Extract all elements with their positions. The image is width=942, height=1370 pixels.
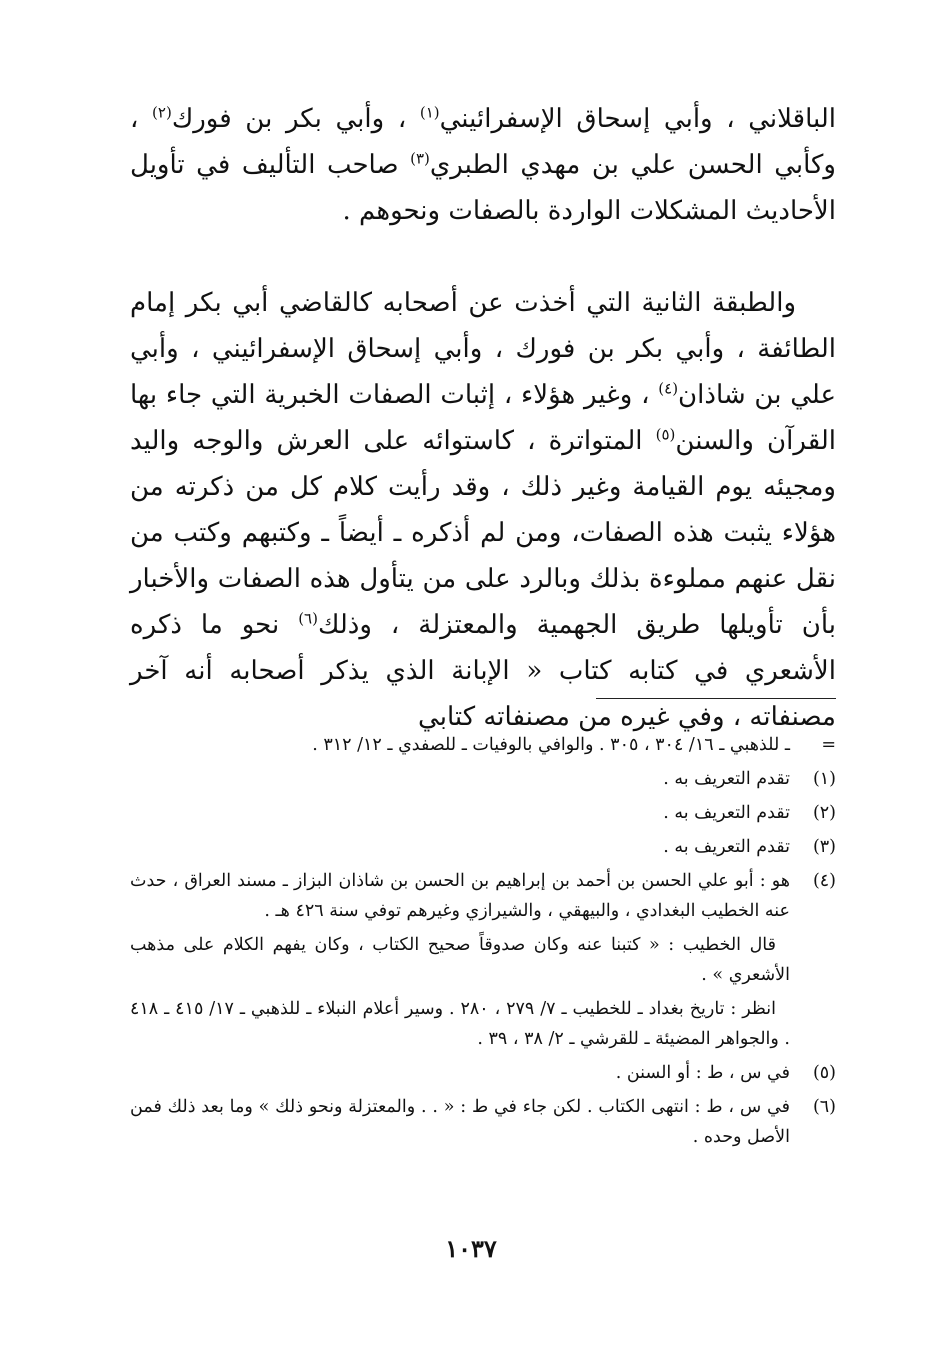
footnote-separator <box>596 698 836 699</box>
para1-text-4: صاحب التأليف في تأويل الأحاديث المشكلات الواردة بالصفات ونحوهم . <box>130 150 836 226</box>
footnote-2 <box>130 798 836 828</box>
footnote-text: تقدم التعريف به . <box>663 803 790 823</box>
footnote-number: (٥) <box>812 1063 836 1083</box>
para1-text-1: الباقلاني ، وأبي إسحاق الإسفرائيني <box>439 104 837 134</box>
footnote-1 <box>130 764 836 794</box>
footnote-number: (٦) <box>812 1097 836 1117</box>
footnote-5 <box>130 1058 836 1088</box>
footnote-continuation <box>130 730 836 760</box>
footnote-ref-4: (٤) <box>658 379 679 398</box>
footnote-6 <box>130 1092 836 1152</box>
footnote-number: (١) <box>812 769 836 789</box>
footnote-ref-5: (٥) <box>655 425 676 444</box>
main-paragraph-2 <box>130 280 836 740</box>
continuation-marker: = <box>821 735 836 755</box>
footnote-number: (٤) <box>812 871 836 891</box>
footnote-references: انظر : تاريخ بغداد ـ للخطيب ـ ٧/ ٢٧٩ ، ٢٨٠ . وسير أعلام النبلاء ـ للذهبي ـ ١٧/ ٤١٥ ـ ٤١٨ . والجواهر المضيئة ـ للقرشي ـ ٢/ ٣٨ ، ٣٩ . <box>130 999 790 1049</box>
footnote-number: (٢) <box>812 803 836 823</box>
para2-text-2: ، وغير هؤلاء ، إثبات الصفات الخبرية التي جاء بها القرآن والسنن <box>130 380 836 456</box>
footnote-text: تقدم التعريف به . <box>663 769 790 789</box>
page-number: ١٠٣٧ <box>445 1234 497 1263</box>
para1-text-2: ، وأبي بكر بن فورك <box>171 104 420 134</box>
para2-text-4: نحو ما ذكره الأشعري في كتابه كتاب « الإبانة الذي يذكر أصحابه أنه آخر مصنفاته ، وفي غيره من مصنفاته كتابي <box>130 610 836 732</box>
footnote-3 <box>130 832 836 862</box>
footnote-text: في س ، ط : انتهى الكتاب . لكن جاء في ط : « . . والمعتزلة ونحو ذلك » وما بعد ذلك فمن الأصل وحده . <box>130 1097 790 1147</box>
footnote-text: هو : أبو علي الحسن بن أحمد بن إبراهيم بن الحسن بن شاذان البزاز ـ مسند العراق ، حدث عنه الخطيب البغدادي ، والبيهقي ، والشيرازي وغيرهم توفي سنة ٤٢٦ هـ . <box>130 871 790 921</box>
para2-text-1: والطبقة الثانية التي أخذت عن أصحابه كالقاضي أبي بكر إمام الطائفة ، وأبي بكر بن فورك ، وأبي إسحاق الإسفرائيني ، وأبي علي بن شاذان <box>130 288 837 410</box>
footnote-ref-1: (١) <box>419 103 440 122</box>
footnote-ref-6: (٦) <box>298 609 318 628</box>
para1-text-3: ، وكأبي الحسن علي بن مهدي الطبري <box>130 104 836 180</box>
footnote-number: (٣) <box>812 837 836 857</box>
footnote-4 <box>130 866 836 1054</box>
footnote-text: تقدم التعريف به . <box>663 837 790 857</box>
footnote-ref-2: (٢) <box>152 103 172 122</box>
footnote-text: في س ، ط : أو السنن . <box>615 1063 790 1083</box>
main-paragraph-1 <box>130 96 836 234</box>
footnote-quote: قال الخطيب : « كتبنا عنه وكان صدوقاً صحيح الكتاب ، وكان يفهم الكلام على مذهب الأشعري » . <box>130 935 790 985</box>
footnote-ref-3: (٣) <box>410 149 430 168</box>
continuation-text: ـ للذهبي ـ ١٦/ ٣٠٤ ، ٣٠٥ . والوافي بالوفيات ـ للصفدي ـ ١٢/ ٣١٢ . <box>312 735 790 755</box>
para2-text-3: المتواترة ، كاستوائه على العرش والوجه واليد ومجيئه يوم القيامة وغير ذلك ، وقد رأيت كلام كل من ذكرته من هؤلاء يثبت هذه الصفات، ومن لم أذكره ـ أيضاً ـ وكتبهم وكتب من نقل عنهم مملوءة بذلك وبالرد على من يتأول هذه الصفات والأخبار بأن تأويلها طريق الجهمية والمعتزلة ، وذلك <box>130 426 836 640</box>
footnotes <box>130 730 836 1156</box>
